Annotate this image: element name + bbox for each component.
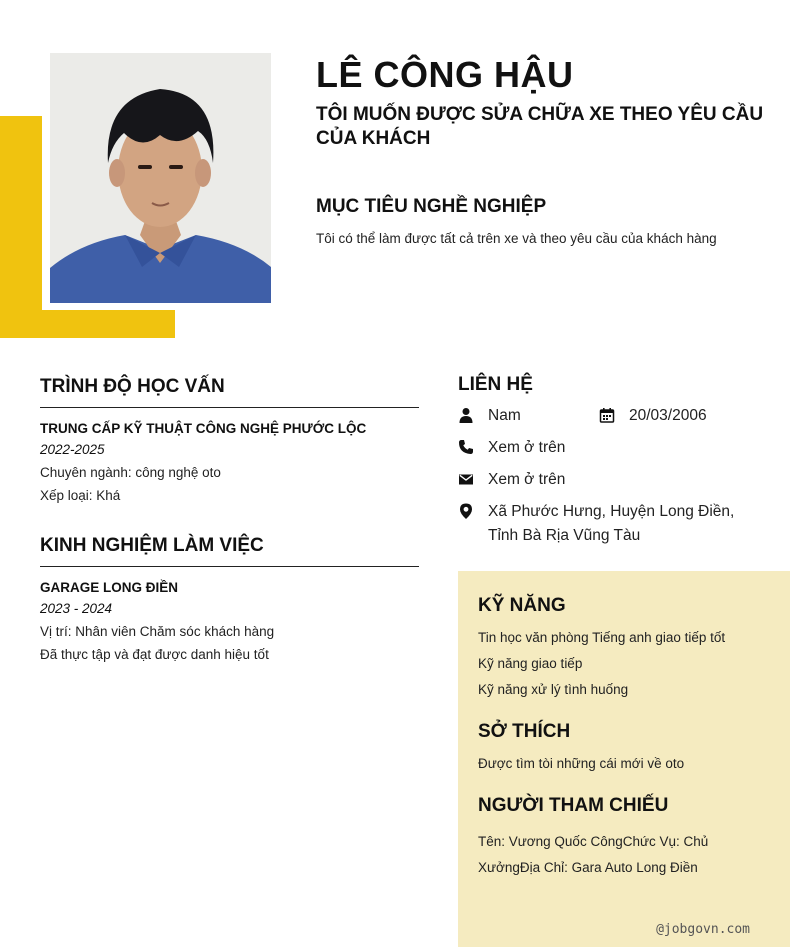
contact-address xyxy=(458,500,758,548)
experience-position: Vị trí: Nhân viên Chăm sóc khách hàng xyxy=(40,624,275,639)
location-pin-icon xyxy=(458,503,474,519)
skill-item: Kỹ năng xử lý tình huống xyxy=(478,682,629,697)
email-value: Xem ở trên xyxy=(488,471,566,488)
career-goal-text: Tôi có thể làm được tất cả trên xe và theo yêu cầu của khách hàng xyxy=(316,231,717,246)
reference-heading: NGƯỜI THAM CHIẾU xyxy=(478,795,669,816)
experience-divider xyxy=(40,566,419,567)
contact-phone xyxy=(458,436,565,460)
contact-email xyxy=(458,468,565,492)
experience-years: 2023 - 2024 xyxy=(40,601,113,616)
side-panel xyxy=(458,571,790,947)
person-icon xyxy=(458,407,474,423)
candidate-subtitle: TÔI MUỐN ĐƯỢC SỬA CHỮA XE THEO YÊU CẦU CỦA KHÁCH xyxy=(316,104,764,149)
education-grade: Xếp loại: Khá xyxy=(40,488,121,503)
experience-heading: KINH NGHIỆM LÀM VIỆC xyxy=(40,535,264,556)
hobbies-heading: SỞ THÍCH xyxy=(478,721,571,742)
education-heading: TRÌNH ĐỘ HỌC VẤN xyxy=(40,376,225,397)
email-icon xyxy=(458,471,474,487)
skill-item: Kỹ năng giao tiếp xyxy=(478,656,583,671)
contact-birthday xyxy=(599,404,707,428)
calendar-icon xyxy=(599,407,615,423)
skill-item: Tin học văn phòng Tiếng anh giao tiếp tốt xyxy=(478,630,726,645)
accent-block xyxy=(0,116,42,338)
gender-value: Nam xyxy=(488,407,521,424)
watermark: @jobgovn.com xyxy=(656,922,750,937)
accent-bar xyxy=(0,310,175,338)
birthday-value: 20/03/2006 xyxy=(629,407,707,424)
phone-icon xyxy=(458,439,474,455)
reference-text: Tên: Vương Quốc CôngChức Vụ: Chủ XưởngĐịa Chỉ: Gara Auto Long Điền xyxy=(478,834,709,875)
phone-value: Xem ở trên xyxy=(488,439,566,456)
experience-company: GARAGE LONG ĐIỀN xyxy=(40,580,179,595)
career-goal-heading: MỤC TIÊU NGHỀ NGHIỆP xyxy=(316,196,547,217)
contact-heading: LIÊN HỆ xyxy=(458,374,533,395)
hobbies-text: Được tìm tòi những cái mới về oto xyxy=(478,756,685,771)
education-section xyxy=(40,376,419,503)
experience-section xyxy=(40,535,419,662)
education-years: 2022-2025 xyxy=(40,442,105,457)
profile-photo xyxy=(50,53,271,303)
education-major: Chuyên ngành: công nghệ oto xyxy=(40,465,221,480)
skills-heading: KỸ NĂNG xyxy=(478,595,566,616)
address-value: Xã Phước Hưng, Huyện Long Điền, Tỉnh Bà Rịa Vũng Tàu xyxy=(488,503,735,544)
candidate-name: LÊ CÔNG HẬU xyxy=(316,54,574,95)
experience-note: Đã thực tập và đạt được danh hiệu tốt xyxy=(40,647,269,662)
contact-gender xyxy=(458,404,521,428)
education-school: TRUNG CẤP KỸ THUẬT CÔNG NGHỆ PHƯỚC LỘC xyxy=(40,421,367,436)
education-divider xyxy=(40,407,419,408)
